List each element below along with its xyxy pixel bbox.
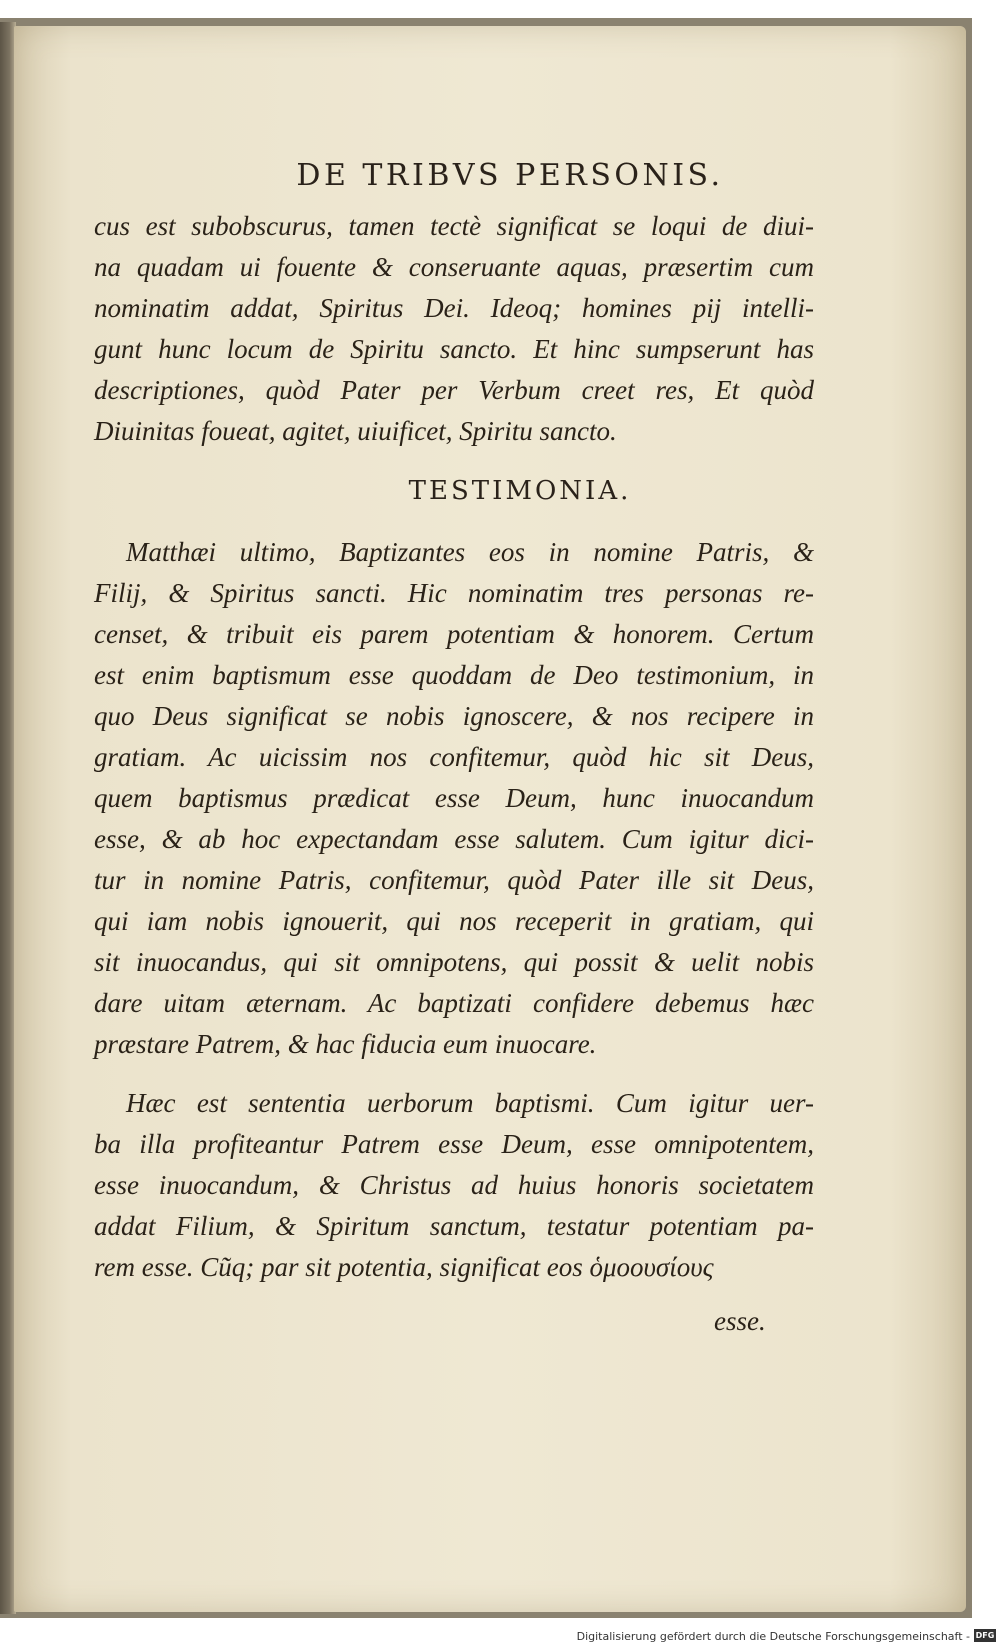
footer-credit: Digitalisierung gefördert durch die Deutsche Forschungsgemeinschaft -: [576, 1630, 970, 1643]
text-line: nominatim addat, Spiritus Dei. Ideoq; homines pij intelli-: [94, 293, 814, 323]
paragraph-2: [94, 532, 814, 1065]
text-line: quo Deus significat se nobis ignoscere, & nos recipere in: [94, 701, 814, 731]
text-line: esse, & ab hoc expectandam esse salutem. Cum igitur dici-: [94, 824, 814, 854]
text-line: est enim baptismum esse quoddam de Deo testimonium, in: [94, 660, 814, 690]
text-line: esse inuocandum, & Christus ad huius honoris societatem: [94, 1170, 814, 1200]
catchword: esse.: [714, 1306, 766, 1336]
text-line: descriptiones, quòd Pater per Verbum creet res, Et quòd: [94, 375, 814, 405]
paragraph-1: [94, 206, 814, 452]
text-line: censet, & tribuit eis parem potentiam & honorem. Certum: [94, 619, 814, 649]
text-line: quem baptismus prædicat esse Deum, hunc inuocandum: [94, 783, 814, 813]
text-line: sit inuocandus, qui sit omnipotens, qui possit & uelit nobis: [94, 947, 814, 977]
section-title: TESTIMONIA.: [408, 476, 632, 506]
text-line: dare uitam æternam. Ac baptizati confidere debemus hæc: [94, 988, 814, 1018]
text-line: cus est subobscurus, tamen tectè significat se loqui de diui-: [94, 211, 814, 241]
text-line: ba illa profiteantur Patrem esse Deum, esse omnipotentem,: [94, 1129, 814, 1159]
book-page: [14, 26, 966, 1612]
text-line: Filij, & Spiritus sancti. Hic nominatim tres personas re-: [94, 578, 814, 608]
text-line: qui iam nobis ignouerit, qui nos receperit in gratiam, qui: [94, 906, 814, 936]
text-line: tur in nomine Patris, confitemur, quòd Pater ille sit Deus,: [94, 865, 814, 895]
text-line: rem esse. Cũq; par sit potentia, significat eos ὁμοουσίους: [94, 1252, 714, 1282]
text-line: addat Filium, & Spiritum sanctum, testatur potentiam pa-: [94, 1211, 814, 1241]
text-line: gunt hunc locum de Spiritu sancto. Et hinc sumpserunt has: [94, 334, 814, 364]
dfg-logo-icon: DFG: [975, 1631, 995, 1640]
text-line: præstare Patrem, & hac fiducia eum inuocare.: [94, 1029, 597, 1059]
text-line: na quadam ui fouente & conseruante aquas, præsertim cum: [94, 252, 814, 282]
text-line: gratiam. Ac uicissim nos confitemur, quòd hic sit Deus,: [94, 742, 814, 772]
text-line: Diuinitas foueat, agitet, uiuificet, Spiritu sancto.: [94, 416, 617, 446]
text-line: Hæc est sententia uerborum baptismi. Cum igitur uer-: [126, 1088, 814, 1118]
paragraph-3: [94, 1083, 814, 1288]
running-head: DE TRIBVS PERSONIS.: [296, 158, 724, 193]
text-line: Matthæi ultimo, Baptizantes eos in nomine Patris, &: [126, 537, 814, 567]
